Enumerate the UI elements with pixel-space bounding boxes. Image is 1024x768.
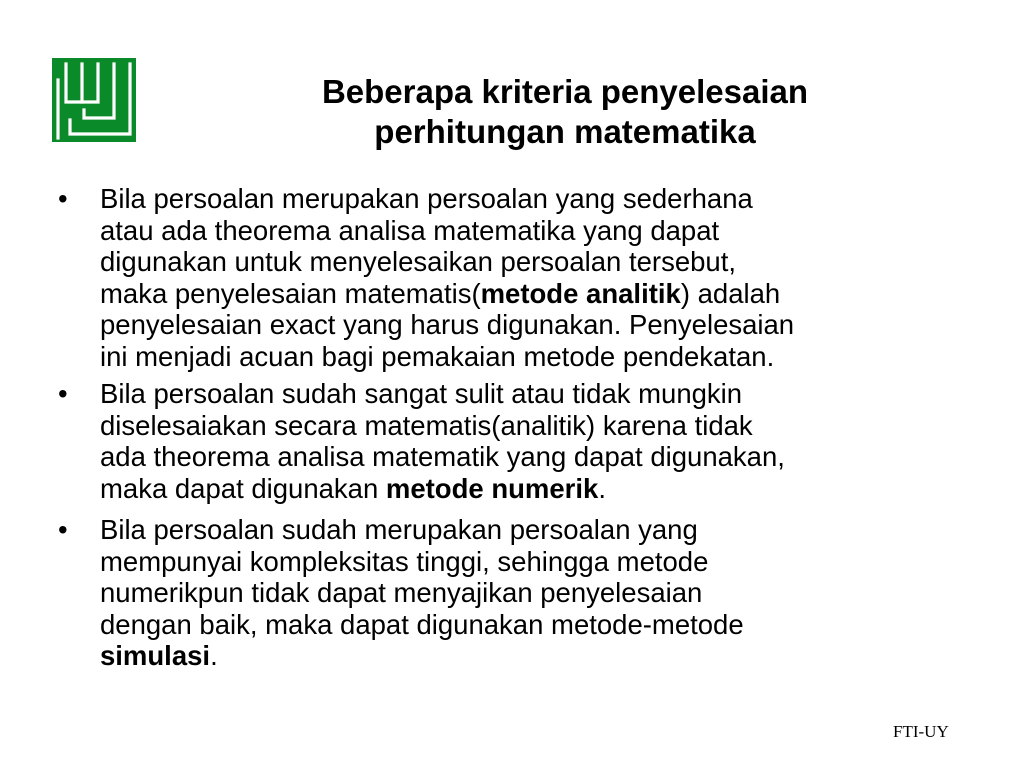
text-run: maka dapat digunakan (100, 472, 386, 504)
bullet-item-2 (58, 378, 998, 504)
bold-term-simulasi: simulasi (100, 640, 211, 671)
title-line-2: perhitungan matematika (374, 113, 756, 150)
footer-label: FTI-UY (893, 722, 949, 741)
text-line: dengan baik, maka dapat digunakan metode-metode (100, 608, 744, 640)
text-line: Bila persoalan merupakan persoalan yang sederhana (100, 183, 753, 214)
bullet-icon: • (58, 514, 68, 545)
slide-title (230, 72, 900, 152)
text-line: numerikpun tidak dapat menyajikan penyelesaian (100, 577, 703, 608)
bullet-icon: • (58, 378, 68, 409)
text-line: ada theorema analisa matematik yang dapat digunakan, (100, 441, 785, 472)
text-line: ini menjadi acuan bagi pemakaian metode pendekatan. (100, 340, 775, 372)
bold-term-metode-numerik: metode numerik (385, 472, 599, 504)
title-line-1: Beberapa kriteria penyelesaian (321, 73, 809, 110)
bullet-item-3 (58, 514, 998, 672)
text-line: penyelesaian exact yang harus digunakan. Penyelesaian (100, 309, 795, 340)
text-line (100, 473, 998, 505)
text-line: mempunyai kompleksitas tinggi, sehingga metode (100, 545, 709, 577)
text-run: . (210, 640, 218, 671)
text-line: diselesaiakan secara matematis(analitik) karena tidak (100, 409, 753, 441)
text-line: Bila persoalan sudah merupakan persoalan yang (100, 514, 698, 545)
text-run: . (598, 472, 606, 504)
text-line: Bila persoalan sudah sangat sulit atau tidak mungkin (100, 378, 743, 409)
text-line: atau ada theorema analisa matematika yang dapat (100, 214, 720, 246)
bullet-item-1 (58, 183, 998, 372)
bullet-list (58, 183, 998, 678)
text-line: digunakan untuk menyelesaikan persoalan tersebut, (100, 246, 736, 277)
bullet-icon: • (58, 183, 68, 214)
text-line (100, 278, 998, 310)
text-line (100, 640, 998, 672)
bold-term-metode-analitik: metode analitik (480, 277, 681, 309)
logo-icon (52, 58, 136, 142)
text-run: maka penyelesaian matematis( (100, 277, 481, 309)
text-run: ) adalah (680, 277, 781, 309)
